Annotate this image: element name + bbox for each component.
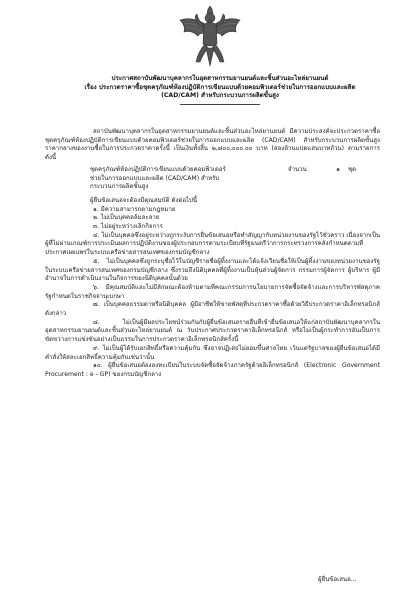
qualification-item: ๖. มีคุณสมบัติและไม่มีลักษณะต้องห้ามตามที่คณะกรรมการนโยบายการจัดซื้อจัดจ้างและการบริหารพัสดุภาครัฐกำหนดในราชกิจจานุเบกษา: [45, 283, 380, 300]
qualification-item: ๕. ไม่เป็นบุคคลซึ่งถูกระบุชื่อไว้ในบัญชีรายชื่อผู้ทิ้งงานและได้แจ้งเวียนชื่อให้เป็นผู้ทิ้งงานของหน่วยงานของรัฐในระบบเครือข่ายสารสนเทศของกรมบัญชีกลาง ซึ่งรวมถึงนิติบุคคลที่ผู้ทิ้งงานเป็นหุ้นส่วนผู้จัดการ กรรมการผู้จัดการ ผู้บริหาร ผู้มีอำนาจในการดำเนินงานในกิจการของนิติบุคคลนั้นด้วย: [45, 257, 380, 283]
header-line-2: เรื่อง ประกวดราคาซื้อชุดครุภัณฑ์ห้องปฏิบัติการเขียนแบบด้วยคอมพิวเตอร์ช่วยในการออกแบบและผลิต: [84, 83, 356, 91]
item-unit: ชุด: [348, 165, 357, 173]
qualification-item: ๘. ไม่เป็นผู้มีผลประโยชน์ร่วมกันกับผู้ยื่นข้อเสนอรายอื่นที่เข้ายื่นข้อเสนอให้แก่สถาบันพัฒนาบุคลากรในอุตสาหกรรมยานยนต์และชิ้นส่วนอะไหล่ยานยนต์ ณ วันประกาศประกวดราคาอิเล็กทรอนิกส์ หรือไม่เป็นผู้กระทำการอันเป็นการขัดขวางการแข่งขันอย่างเป็นธรรมในการประกวดราคาอิเล็กทรอนิกส์ครั้งนี้: [45, 318, 380, 344]
item-qty: ๑: [336, 165, 340, 173]
header-line-1: ประกาศสถาบันพัฒนาบุคลากรในอุตสาหกรรมยานยนต์และชิ้นส่วนอะไหล่ยานยนต์: [111, 75, 329, 82]
qualification-item: ๔. ไม่เป็นบุคคลซึ่งอยู่ระหว่างถูกระงับการยื่นข้อเสนอหรือทำสัญญากับหน่วยงานของรัฐไว้ชั่วคราว เนื่องจากเป็นผู้ที่ไม่ผ่านเกณฑ์การประเมินผลการปฏิบัติงานของผู้ประกอบการตามระเบียบที่รัฐมนตรีว่าการกระทรวงการคลังกำหนดตามที่ประกาศเผยแพร่ในระบบเครือข่ายสารสนเทศของกรมบัญชีกลาง: [45, 231, 381, 257]
announcement-header: [60, 75, 380, 105]
header-divider: [180, 104, 260, 105]
qualification-item: ๒. ไม่เป็นบุคคลล้มละลาย: [93, 214, 160, 222]
procurement-item: [45, 166, 380, 192]
garuda-emblem-icon: [178, 6, 242, 68]
qualification-item: ๑๐. ผู้ยื่นข้อเสนอต้องลงทะเบียนในระบบจัดซื้อจัดจ้างภาครัฐด้วยอิเล็กทรอนิกส์ (Electronic Government Procurement : e - GP) ของกรมบัญชีกลาง: [45, 362, 380, 378]
closing-text: ผู้ยื่นข้อเสนอ...: [318, 576, 357, 583]
qualifications-title: ผู้ยื่นข้อเสนอจะต้องมีคุณสมบัติ ดังต่อไปนี้: [90, 196, 198, 204]
qualification-item: ๑. มีความสามารถตามกฎหมาย: [93, 205, 176, 213]
intro-paragraph: สถาบันพัฒนาบุคลากรในอุตสาหกรรมยานยนต์และชิ้นส่วนอะไหล่ยานยนต์ มีความประสงค์จะประกวดราคาซื้อชุดครุภัณฑ์ห้องปฏิบัติการเขียนแบบด้วยคอมพิวเตอร์ช่วยในการออกแบบและผลิต (CAD/CAM) สำหรับกระบวนการผลิตขั้นสูง ราคากลางของงานซื้อในการประกวดราคาครั้งนี้ เป็นเงินทั้งสิ้น ๒,๘๐๐,๐๐๐.๐๐ บาท (สองล้านแปดแสนบาทถ้วน) ตามรายการ ดังนี้: [45, 128, 380, 162]
item-qty-label: จำนวน: [288, 165, 307, 173]
qualification-item: ๗. เป็นบุคคลธรรมดาหรือนิติบุคคล ผู้มีอาชีพให้ขายพัสดุที่ประกวดราคาซื้อด้วยวิธีประกวดราคาอิเล็กทรอนิกส์ดังกล่าว: [45, 301, 380, 318]
header-line-3: (CAD/CAM) สำหรับกระบวนการผลิตขั้นสูง: [161, 92, 279, 100]
qualification-item: ๓. ไม่อยู่ระหว่างเลิกกิจการ: [93, 223, 163, 231]
item-name: ชุดครุภัณฑ์ห้องปฏิบัติการเขียนแบบด้วยคอมพิวเตอร์ช่วยในการออกแบบและผลิต (CAD/CAM) สำหรับกระบวนการผลิตขั้นสูง: [90, 165, 226, 191]
qualification-item: ๙. ไม่เป็นผู้ได้รับเอกสิทธิ์หรือความคุ้มกัน ซึ่งอาจปฏิเสธไม่ยอมขึ้นศาลไทย เว้นแต่รัฐบาลของผู้ยื่นข้อเสนอได้มีคำสั่งให้สละเอกสิทธิ์ความคุ้มกันเช่นว่านั้น: [45, 344, 380, 361]
announcement-body: [45, 128, 380, 380]
